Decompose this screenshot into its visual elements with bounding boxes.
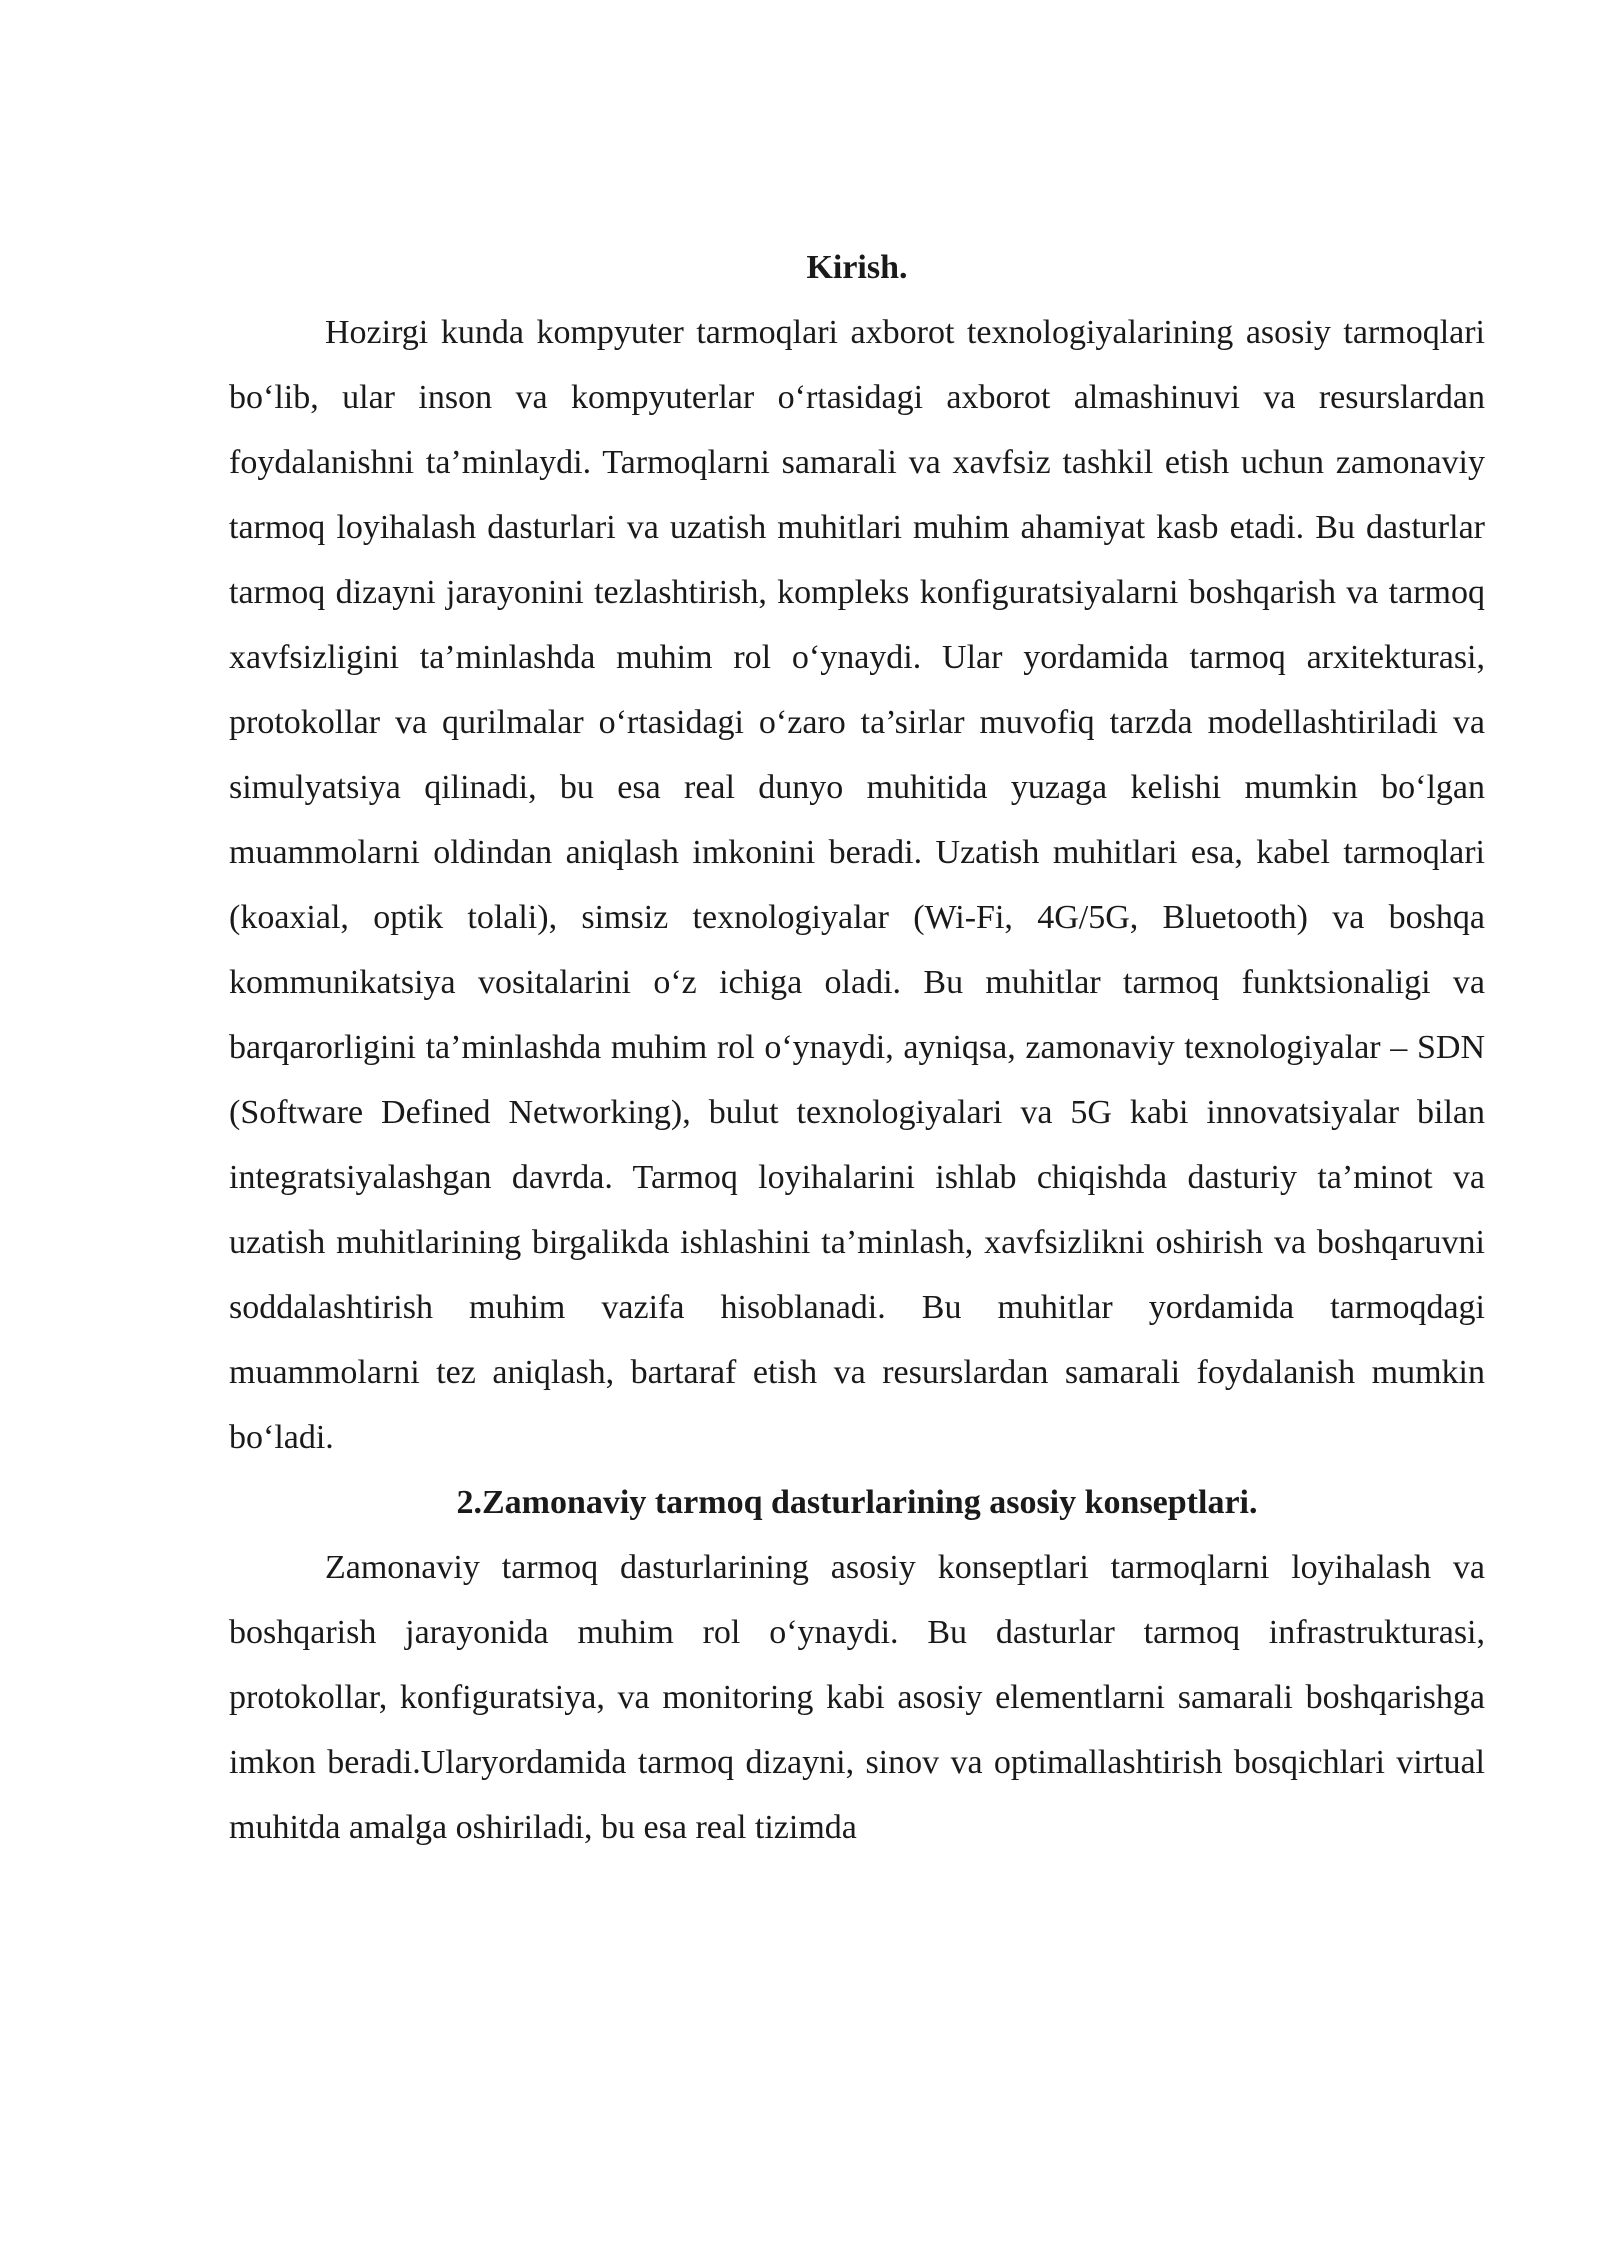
intro-heading: Kirish. bbox=[806, 249, 908, 286]
section2-heading: 2.Zamonaviy tarmoq dasturlarining asosiy konseptlari. bbox=[456, 1484, 1258, 1521]
section2-paragraph: Zamonaviy tarmoq dasturlarining asosiy konseptlari tarmoqlarni loyihalash va boshqarish jarayonida muhim rol o‘ynaydi. Bu dasturlar tarmoq infrastrukturasi, protokollar, konfiguratsiya, va monitoring kabi asosiy elementlarni samarali boshqarishga imkon beradi.Ularyordamida tarmoq dizayni, sinov va optimallashtirish bosqichlari virtual muhitda amalga oshiriladi, bu esa real tizimda bbox=[229, 1549, 1485, 1846]
document-page bbox=[229, 235, 1485, 1860]
intro-paragraph: Hozirgi kunda kompyuter tarmoqlari axborot texnologiyalarining asosiy tarmoqlari bo‘lib, ular inson va kompyuterlar o‘rtasidagi axborot almashinuvi va resurslardan foydalanishni ta’minlaydi. Tarmoqlarni samarali va xavfsiz tashkil etish uchun zamonaviy tarmoq loyihalash dasturlari va uzatish muhitlari muhim ahamiyat kasb etadi. Bu dasturlar tarmoq dizayni jarayonini tezlashtirish, kompleks konfiguratsiyalarni boshqarish va tarmoq xavfsizligini ta’minlashda muhim rol o‘ynaydi. Ular yordamida tarmoq arxitekturasi, protokollar va qurilmalar o‘rtasidagi o‘zaro ta’sirlar muvofiq tarzda modellashtiriladi va simulyatsiya qilinadi, bu esa real dunyo muhitida yuzaga kelishi mumkin bo‘lgan muammolarni oldindan aniqlash imkonini beradi. Uzatish muhitlari esa, kabel tarmoqlari (koaxial, optik tolali), simsiz texnologiyalar (Wi-Fi, 4G/5G, Bluetooth) va boshqa kommunikatsiya vositalarini o‘z ichiga oladi. Bu muhitlar tarmoq funktsionaligi va barqarorligini ta’minlashda muhim rol o‘ynaydi, ayniqsa, zamonaviy texnologiyalar – SDN (Software Defined Networking), bulut texnologiyalari va 5G kabi innovatsiyalar bilan integratsiyalashgan davrda. Tarmoq loyihalarini ishlab chiqishda dasturiy ta’minot va uzatish muhitlarining birgalikda ishlashini ta’minlash, xavfsizlikni oshirish va boshqaruvni soddalashtirish muhim vazifa hisoblanadi. Bu muhitlar yordamida tarmoqdagi muammolarni tez aniqlash, bartaraf etish va resurslardan samarali foydalanish mumkin bo‘ladi. bbox=[229, 314, 1485, 1456]
